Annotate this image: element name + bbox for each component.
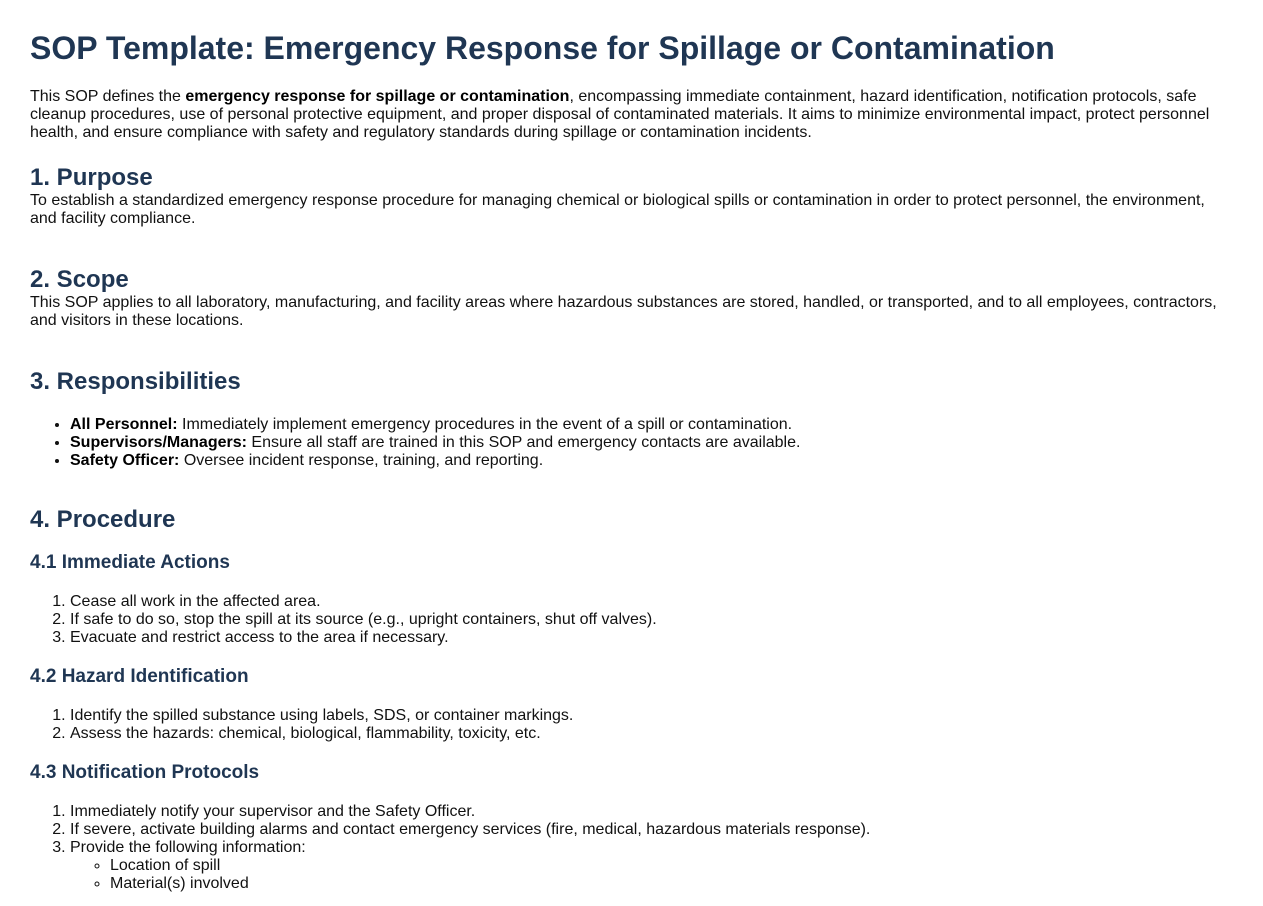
- role-label: Supervisors/Managers:: [70, 434, 247, 451]
- intro-text-bold: emergency response for spillage or contamination: [185, 88, 570, 105]
- list-item: [70, 416, 1233, 434]
- sub-list-item: ◦ Material(s) involved: [110, 875, 1233, 893]
- intro-text-after: , encompassing immediate containment, hazard identification, notification protocols, safe cleanup procedures, use of personal protective equipment, and proper disposal of contaminated materials. It aims to minimize environmental impact, protect personnel health, and ensure compliance with safety and regulatory standards during spillage or contamination incidents.: [30, 88, 1210, 141]
- list-item: 2. Assess the hazards: chemical, biological, flammability, toxicity, etc.: [70, 725, 1233, 743]
- role-text: Oversee incident response, training, and reporting.: [179, 452, 544, 469]
- sub-list-item: ◦ Location of spill: [110, 857, 1233, 875]
- list-item-text: Provide the following information:: [70, 839, 306, 856]
- list-item: 2. If safe to do so, stop the spill at its source (e.g., upright containers, shut off valves).: [70, 611, 1233, 629]
- list-item: 1. Identify the spilled substance using labels, SDS, or container markings.: [70, 707, 1233, 725]
- scope-heading: 2. Scope: [30, 266, 129, 293]
- list-item: [70, 839, 1233, 893]
- role-label: Safety Officer:: [70, 452, 180, 469]
- notification-protocols-list: [30, 803, 1233, 893]
- immediate-actions-list: [30, 593, 1233, 647]
- responsibilities-heading: 3. Responsibilities: [30, 368, 241, 395]
- list-item: [70, 434, 1233, 452]
- list-item: 1. Immediately notify your supervisor and the Safety Officer.: [70, 803, 1233, 821]
- scope-text: This SOP applies to all laboratory, manufacturing, and facility areas where hazardous substances are stored, handled, or transported, and to all employees, contractors, and visitors in these locations.: [30, 294, 1217, 329]
- purpose-heading: 1. Purpose: [30, 164, 153, 191]
- responsibilities-list: [30, 416, 1233, 470]
- intro-text-before: This SOP defines the: [30, 88, 186, 105]
- procedure-heading: 4. Procedure: [30, 506, 176, 533]
- immediate-actions-heading: 4.1 Immediate Actions: [30, 552, 230, 573]
- list-item: [70, 452, 1233, 470]
- list-item: 3. Evacuate and restrict access to the area if necessary.: [70, 629, 1233, 647]
- hazard-identification-heading: 4.2 Hazard Identification: [30, 666, 249, 687]
- role-label: All Personnel:: [70, 416, 178, 433]
- role-text: Immediately implement emergency procedures in the event of a spill or contamination.: [177, 416, 793, 433]
- notification-protocols-heading: 4.3 Notification Protocols: [30, 762, 260, 783]
- list-item: 2. If severe, activate building alarms and contact emergency services (fire, medical, hazardous materials response).: [70, 821, 1233, 839]
- hazard-identification-list: [30, 707, 1233, 743]
- role-text: Ensure all staff are trained in this SOP and emergency contacts are available.: [246, 434, 801, 451]
- intro-paragraph: [30, 88, 1220, 142]
- notification-info-sublist: [70, 857, 1233, 893]
- page-title: SOP Template: Emergency Response for Spillage or Contamination: [30, 30, 1055, 66]
- list-item: 1. Cease all work in the affected area.: [70, 593, 1233, 611]
- purpose-text: To establish a standardized emergency response procedure for managing chemical or biological spills or contamination in order to protect personnel, the environment, and facility compliance.: [30, 192, 1205, 227]
